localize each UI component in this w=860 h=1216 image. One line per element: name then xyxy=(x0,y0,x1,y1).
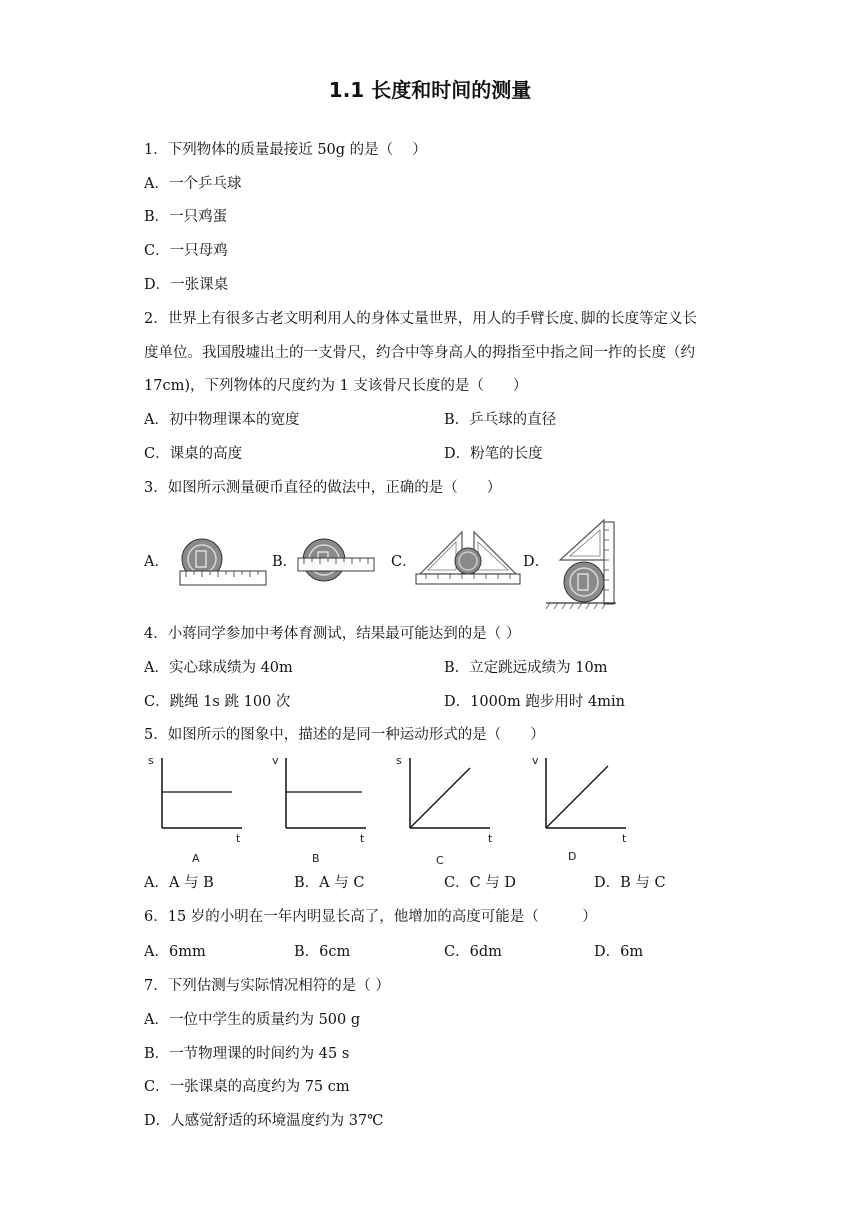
vertical-ruler-figure-d xyxy=(544,518,618,614)
q5-graph-b-caption: B xyxy=(312,852,320,865)
q5-graph-b-y-label: v xyxy=(272,754,279,767)
q3-label-a: A． xyxy=(144,554,169,570)
q6-option-a: A．6mm xyxy=(144,944,206,960)
q1-option-b: B．一只鸡蛋 xyxy=(144,209,228,225)
q5-graph-d xyxy=(528,750,638,868)
q4-stem: 4．小蒋同学参加中考体育测试，结果最可能达到的是（ ） xyxy=(144,626,521,642)
q7-option-b: B．一节物理课的时间约为 45 s xyxy=(144,1046,350,1062)
q2-option-b: B．乒乓球的直径 xyxy=(444,412,557,428)
q5-graph-c-caption: C xyxy=(436,854,444,867)
q5-graph-a-caption: A xyxy=(192,852,200,865)
q3-label-b: B． xyxy=(272,554,298,570)
q3-label-d: D． xyxy=(523,554,550,570)
q2-option-d: D．粉笔的长度 xyxy=(444,446,543,462)
q5-graph-c xyxy=(392,750,502,868)
q1-option-d: D．一张课桌 xyxy=(144,277,229,293)
q5-graph-a xyxy=(144,750,254,868)
q5-option-c: C．C 与 D xyxy=(444,875,517,891)
q6-stem: 6．15 岁的小明在一年内明显长高了，他增加的高度可能是（ ） xyxy=(144,909,597,925)
q5-graph-d-x-label: t xyxy=(622,832,627,845)
q1-option-c: C．一只母鸡 xyxy=(144,243,228,259)
q5-option-d: D．B 与 C xyxy=(594,875,666,891)
coin-ruler-figure-b xyxy=(296,536,376,592)
q3-label-c: C． xyxy=(391,554,417,570)
q7-stem: 7．下列估测与实际情况相符的是（ ） xyxy=(144,978,390,994)
coin-ruler-figure-a xyxy=(176,536,268,592)
q2-stem-line-2: 度单位。我国殷墟出土的一支骨尺，约合中等身高人的拇指至中指之间一拃的长度（约 xyxy=(144,345,695,361)
q5-graph-d-y-label: v xyxy=(532,754,539,767)
q5-option-b: B．A 与 C xyxy=(294,875,365,891)
page-title: 1.1 长度和时间的测量 xyxy=(328,78,532,102)
q7-option-c: C．一张课桌的高度约为 75 cm xyxy=(144,1079,350,1095)
q1-stem: 1．下列物体的质量最接近 50g 的是（ ） xyxy=(144,142,427,158)
triangle-coin-figure-c xyxy=(412,524,524,590)
q6-option-b: B．6cm xyxy=(294,944,351,960)
q2-option-a: A．初中物理课本的宽度 xyxy=(144,412,300,428)
q5-graph-a-y-label: s xyxy=(148,754,154,767)
q5-graph-a-x-label: t xyxy=(236,832,241,845)
q5-stem: 5．如图所示的图象中，描述的是同一种运动形式的是（ ） xyxy=(144,727,545,743)
q6-option-d: D．6m xyxy=(594,944,644,960)
q1-option-a: A．一个乒乓球 xyxy=(144,176,242,192)
q5-graph-d-caption: D xyxy=(568,850,577,863)
q7-option-a: A．一位中学生的质量约为 500 g xyxy=(144,1012,361,1028)
q5-graph-c-y-label: s xyxy=(396,754,402,767)
q4-option-d: D．1000m 跑步用时 4min xyxy=(444,694,625,710)
q5-graph-c-x-label: t xyxy=(488,832,493,845)
q4-option-a: A．实心球成绩为 40m xyxy=(144,660,293,676)
q7-option-d: D．人感觉舒适的环境温度约为 37℃ xyxy=(144,1113,384,1129)
q5-option-a: A．A 与 B xyxy=(144,875,214,891)
q2-option-c: C．课桌的高度 xyxy=(144,446,243,462)
q3-stem: 3．如图所示测量硬币直径的做法中，正确的是（ ） xyxy=(144,480,502,496)
q5-graph-b-x-label: t xyxy=(360,832,365,845)
q4-option-c: C．跳绳 1s 跳 100 次 xyxy=(144,694,291,710)
q2-stem-line-1: 2．世界上有很多古老文明利用人的身体丈量世界，用人的手臂长度､脚的长度等定义长 xyxy=(144,311,697,327)
q2-stem-line-3: 17cm)，下列物体的尺度约为 1 支该骨尺长度的是（ ） xyxy=(144,378,528,394)
q4-option-b: B．立定跳远成绩为 10m xyxy=(444,660,608,676)
q6-option-c: C．6dm xyxy=(444,944,502,960)
q5-graph-b xyxy=(268,750,378,868)
